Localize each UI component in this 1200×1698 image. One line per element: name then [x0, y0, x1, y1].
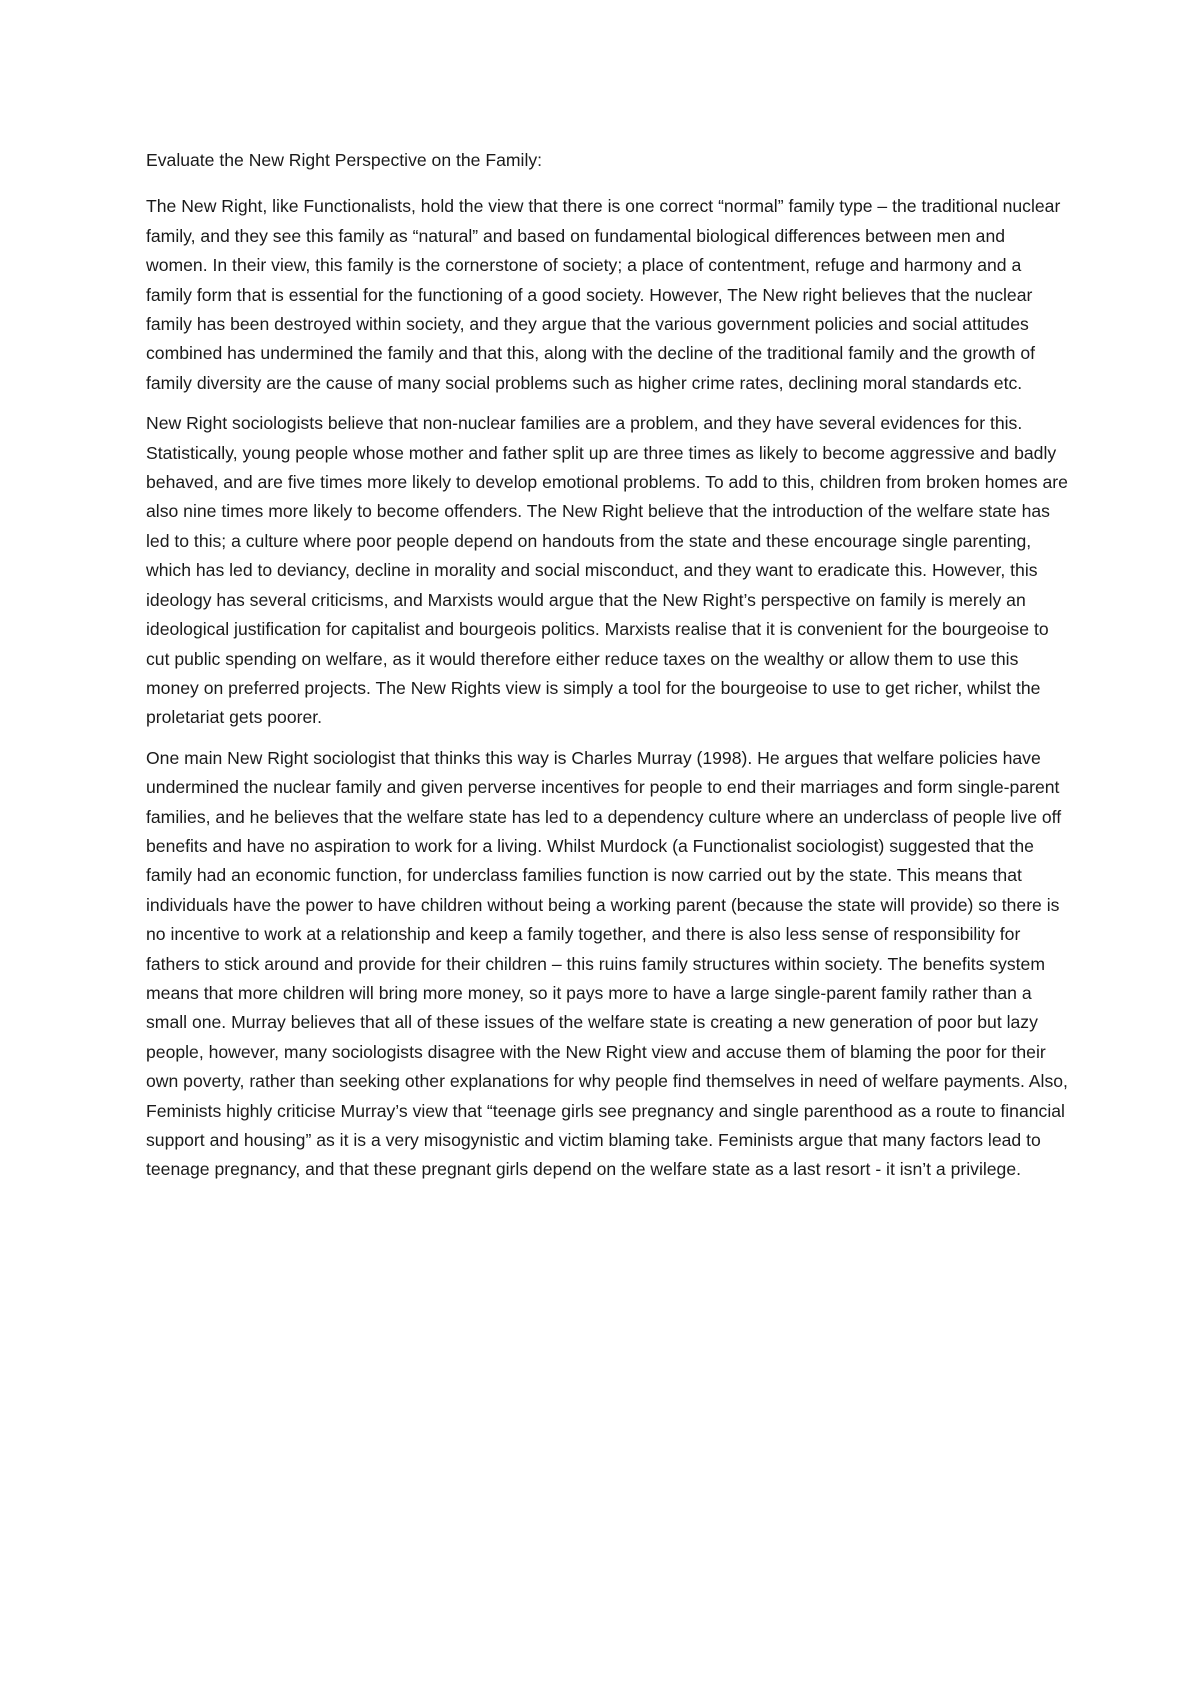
- paragraph-new-right-view: The New Right, like Functionalists, hold the view that there is one correct “normal” family type – the traditional nuclear family, and they see this family as “natural” and based on fundamental biological differences between men and women. In their view, this family is the cornerstone of society; a place of contentment, refuge and harmony and a family form that is essential for the functioning of a good society. However, The New right believes that the nuclear family has been destroyed within society, and they argue that the various government policies and social attitudes combined has undermined the family and that this, along with the decline of the traditional family and the growth of family diversity are the cause of many social problems such as higher crime rates, declining moral standards etc.: [146, 196, 1061, 393]
- paragraph-charles-murray: One main New Right sociologist that thinks this way is Charles Murray (1998). He argues that welfare policies have undermined the nuclear family and given perverse incentives for people to end their marriages and form single-parent families, and he believes that the welfare state has led to a dependency culture where an underclass of people live off benefits and have no aspiration to work for a living. Whilst Murdock (a Functionalist sociologist) suggested that the family had an economic function, for underclass families function is now carried out by the state. This means that individuals have the power to have children without being a working parent (because the state will provide) so there is no incentive to work at a relationship and keep a family together, and there is also less sense of responsibility for fathers to stick around and provide for their children – this ruins family structures within society. The benefits system means that more children will bring more money, so it pays more to have a large single-parent family rather than a small one. Murray believes that all of these issues of the welfare state is creating a new generation of poor but lazy people, however, many sociologists disagree with the New Right view and accuse them of blaming the poor for their own poverty, rather than seeking other explanations for why people find themselves in need of welfare payments. Also, Feminists highly criticise Murray’s view that “teenage girls see pregnancy and single parenthood as a route to financial support and housing” as it is a very misogynistic and victim blaming take. Feminists argue that many factors lead to teenage pregnancy, and that these pregnant girls depend on the welfare state as a last resort - it isn’t a privilege.: [146, 747, 1068, 1180]
- document-body: [146, 146, 1071, 1196]
- paragraph-non-nuclear-families: New Right sociologists believe that non-nuclear families are a problem, and they have several evidences for this. Statistically, young people whose mother and father split up are three times as likely to become aggressive and badly behaved, and are five times more likely to develop emotional problems. To add to this, children from broken homes are also nine times more likely to become offenders. The New Right believe that the introduction of the welfare state has led to this; a culture where poor people depend on handouts from the state and these encourage single parenting, which has led to deviancy, decline in morality and social misconduct, and they want to eradicate this. However, this ideology has several criticisms, and Marxists would argue that the New Right’s perspective on family is merely an ideological justification for capitalist and bourgeois politics. Marxists realise that it is convenient for the bourgeoise to cut public spending on welfare, as it would therefore either reduce taxes on the wealthy or allow them to use this money on preferred projects. The New Rights view is simply a tool for the bourgeoise to use to get richer, whilst the proletariat gets poorer.: [146, 413, 1068, 728]
- document-title: Evaluate the New Right Perspective on the Family:: [146, 150, 543, 170]
